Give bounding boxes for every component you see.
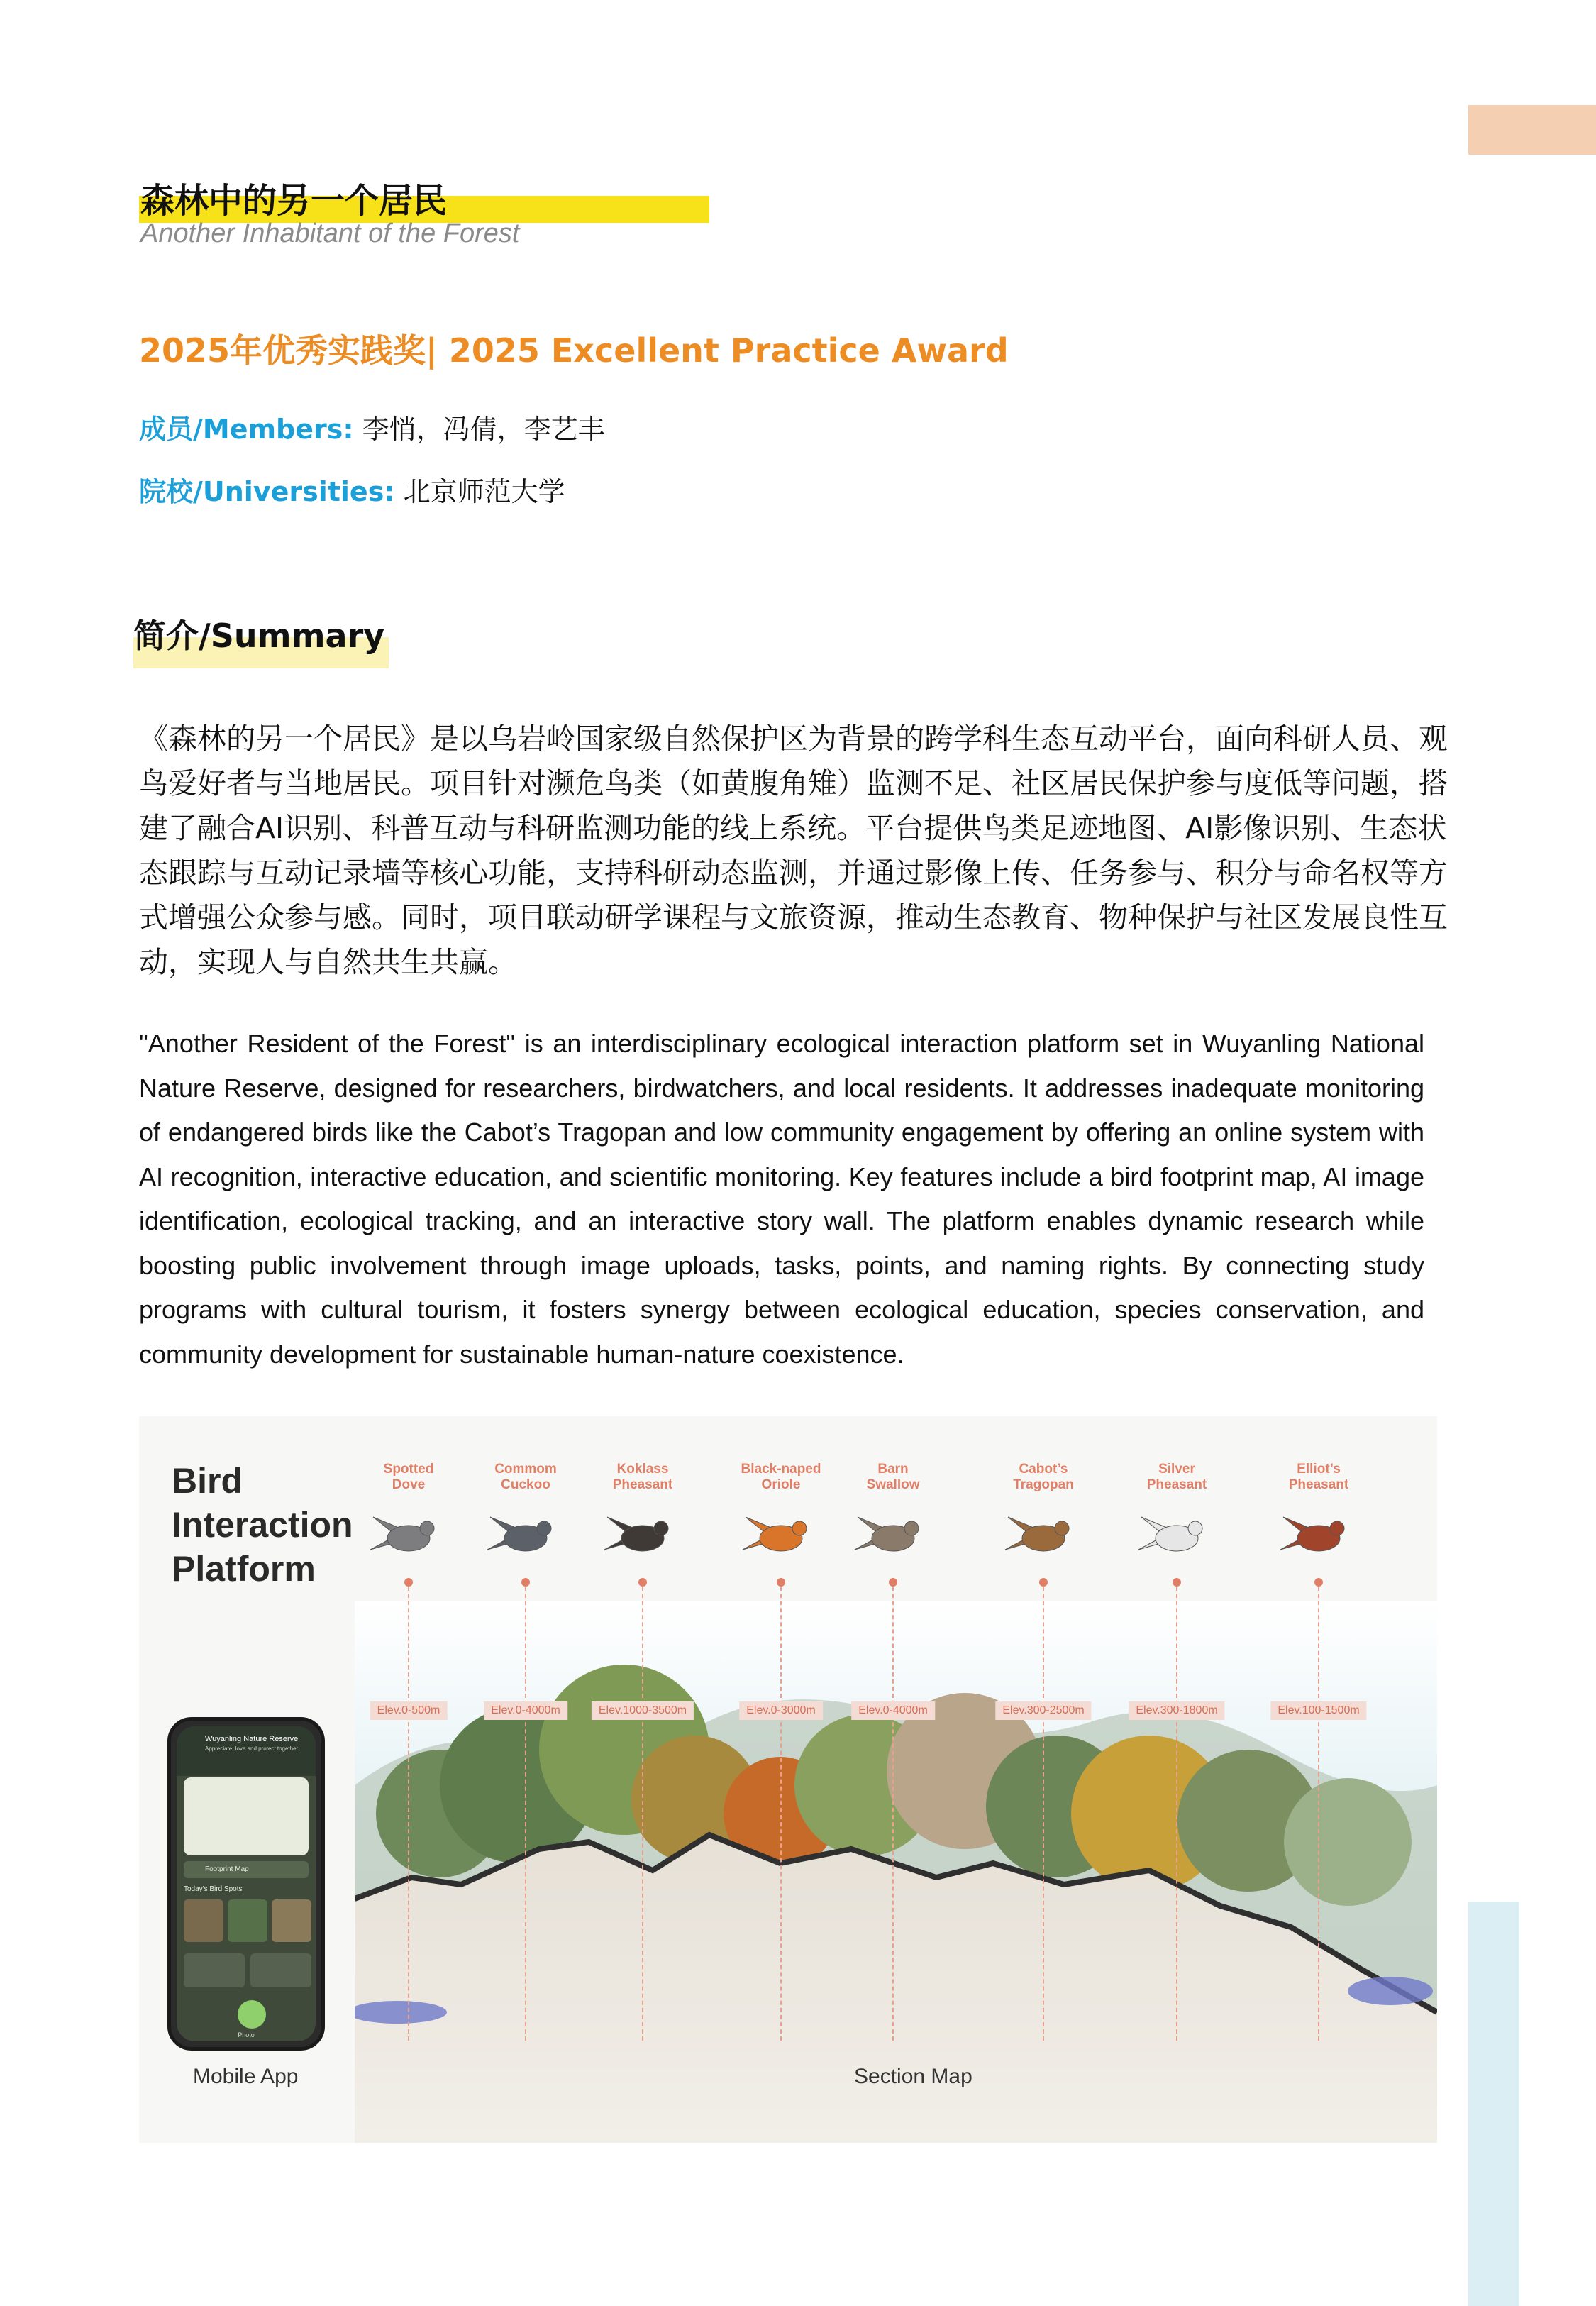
summary-chinese: 《森林的另一个居民》是以乌岩岭国家级自然保护区为背景的跨学科生态互动平台，面向科研人员、观鸟爱好者与当地居民。项目针对濒危鸟类（如黄腹角雉）监测不足、社区居民保护参与度低等问题，搭建了融合AI识别、科普互动与科研监测功能的线上系统。平台提供鸟类足迹地图、AI影像识别、生态状态跟踪与互动记录墙等核心功能，支持科研动态监测，并通过影像上传、任务参与、积分与命名权等方式增强公众参与感。同时，项目联动研学课程与文旅资源，推动生态教育、物种保护与社区发展良性互动，实现人与自然共生共赢。 <box>139 722 1448 979</box>
bird-name-line: Pheasant <box>612 1477 673 1492</box>
bird-pin-dot <box>889 1578 897 1587</box>
bird-marker <box>586 1462 699 1567</box>
phone-bird-card <box>184 1899 223 1942</box>
phone-bird-card <box>228 1899 267 1942</box>
page-subtitle: Another Inhabitant of the Forest <box>140 219 520 248</box>
decorative-blue-tab <box>1468 1902 1519 2306</box>
bird-pin-line <box>892 1587 894 2041</box>
universities-line <box>139 470 565 509</box>
summary-heading: 简介/Summary <box>133 617 385 655</box>
bird-pin-dot <box>404 1578 413 1587</box>
bird-name-line: Spotted <box>383 1462 434 1477</box>
bird-icon <box>366 1503 451 1567</box>
bird-platform-figure <box>139 1416 1437 2143</box>
bird-icon <box>1001 1503 1086 1567</box>
bird-pin-dot <box>1039 1578 1048 1587</box>
bird-pin-dot <box>1314 1578 1323 1587</box>
bird-name-line: Koklass <box>616 1462 669 1477</box>
phone-header-subtitle: Appreciate, love and protect together <box>205 1745 299 1752</box>
bird-icon <box>483 1503 568 1567</box>
bird-name-line: Oriole <box>761 1477 801 1492</box>
bird-marker <box>469 1462 582 1567</box>
camera-icon <box>238 2000 266 2029</box>
page-title: 森林中的另一个居民 <box>140 181 448 221</box>
figure-title-line: Platform <box>172 1549 316 1589</box>
bird-pin-dot <box>1173 1578 1181 1587</box>
bird-name-line: Cabot’s <box>1019 1462 1068 1477</box>
bird-marker <box>724 1462 838 1567</box>
elevation-label: Elev.0-3000m <box>739 1701 823 1720</box>
elevation-label: Elev.300-1800m <box>1129 1701 1224 1720</box>
bird-marker <box>987 1462 1100 1567</box>
bird-pin-dot <box>521 1578 530 1587</box>
bird-marker <box>1120 1462 1234 1567</box>
elevation-label: Elev.1000-3500m <box>592 1701 694 1720</box>
phone-bird-spots-label: Today's Bird Spots <box>184 1885 243 1893</box>
bird-pin-line <box>525 1587 526 2041</box>
bird-pin-line <box>780 1587 782 2041</box>
figure-title <box>172 1459 353 1591</box>
bird-name-line: Commom <box>494 1462 557 1477</box>
bird-icon <box>600 1503 685 1567</box>
bird-pin-line <box>642 1587 643 2041</box>
bird-name-line: Tragopan <box>1013 1477 1074 1492</box>
bird-name-line: Pheasant <box>1288 1477 1349 1492</box>
bird-icon <box>850 1503 936 1567</box>
phone-map-preview <box>184 1777 309 1855</box>
bird-marker <box>836 1462 950 1567</box>
bird-pin-dot <box>777 1578 785 1587</box>
phone-camera-label: Photo <box>238 2031 255 2039</box>
phone-header <box>177 1726 316 1776</box>
universities-label: 院校/Universities: <box>139 476 395 507</box>
bird-name-line: Silver <box>1158 1462 1195 1477</box>
bird-name-line: Black-naped <box>741 1462 821 1477</box>
bird-marker <box>1262 1462 1375 1567</box>
phone-footprint-map-button: Footprint Map <box>184 1861 309 1878</box>
bird-pin-line <box>408 1587 409 2041</box>
members-value: 李悄，冯倩，李艺丰 <box>353 414 605 445</box>
bird-name-line: Swallow <box>866 1477 920 1492</box>
bird-name-line: Dove <box>392 1477 426 1492</box>
mobile-app-phone <box>167 1717 325 2051</box>
elevation-label: Elev.0-500m <box>370 1701 448 1720</box>
phone-tile <box>250 1953 311 1987</box>
bird-icon <box>738 1503 824 1567</box>
phone-screen <box>177 1726 316 2041</box>
bird-pin-line <box>1043 1587 1044 2041</box>
decorative-peach-tab <box>1468 105 1596 155</box>
bird-pin-dot <box>638 1578 647 1587</box>
bird-name-line: Cuckoo <box>501 1477 550 1492</box>
bird-pin-line <box>1176 1587 1177 2041</box>
bird-name-line: Pheasant <box>1146 1477 1207 1492</box>
bird-icon <box>1134 1503 1219 1567</box>
caption-section-map: Section Map <box>854 2065 972 2088</box>
elevation-label: Elev.300-2500m <box>995 1701 1091 1720</box>
members-label: 成员/Members: <box>139 414 354 445</box>
elevation-label: Elev.100-1500m <box>1270 1701 1366 1720</box>
members-line <box>139 407 605 446</box>
bird-name-line: Barn <box>877 1462 909 1477</box>
figure-title-line: Bird <box>172 1461 243 1501</box>
bird-icon <box>1276 1503 1361 1567</box>
bird-name-line: Elliot’s <box>1297 1462 1341 1477</box>
universities-value: 北京师范大学 <box>394 476 565 507</box>
summary-english: "Another Resident of the Forest" is an interdisciplinary ecological interaction platform set in Wuyanling National Nature Reserve, designed for researchers, birdwatchers, and local residents. It addresses inadequate monitoring of endangered birds like the Cabot’s Tragopan and low community engagement by offering an online system with AI recognition, interactive education, and scientific monitoring. Key features include a bird footprint map, AI image identification, ecological tracking, and an interactive story wall. The platform enables dynamic research while boosting public involvement through image uploads, tasks, points, and naming rights. By connecting study programs with cultural tourism, it fosters synergy between ecological education, species conservation, and community development for sustainable human-nature coexistence. <box>139 1029 1424 1369</box>
bird-pin-line <box>1318 1587 1319 2041</box>
phone-tile <box>184 1953 245 1987</box>
caption-mobile-app: Mobile App <box>193 2065 299 2088</box>
elevation-label: Elev.0-4000m <box>484 1701 567 1720</box>
bird-marker <box>352 1462 465 1567</box>
phone-bird-card <box>272 1899 311 1942</box>
elevation-label: Elev.0-4000m <box>851 1701 935 1720</box>
phone-header-title: Wuyanling Nature Reserve <box>205 1735 299 1743</box>
figure-title-line: Interaction <box>172 1505 353 1545</box>
award-heading: 2025年优秀实践奖| 2025 Excellent Practice Award <box>139 331 1009 370</box>
